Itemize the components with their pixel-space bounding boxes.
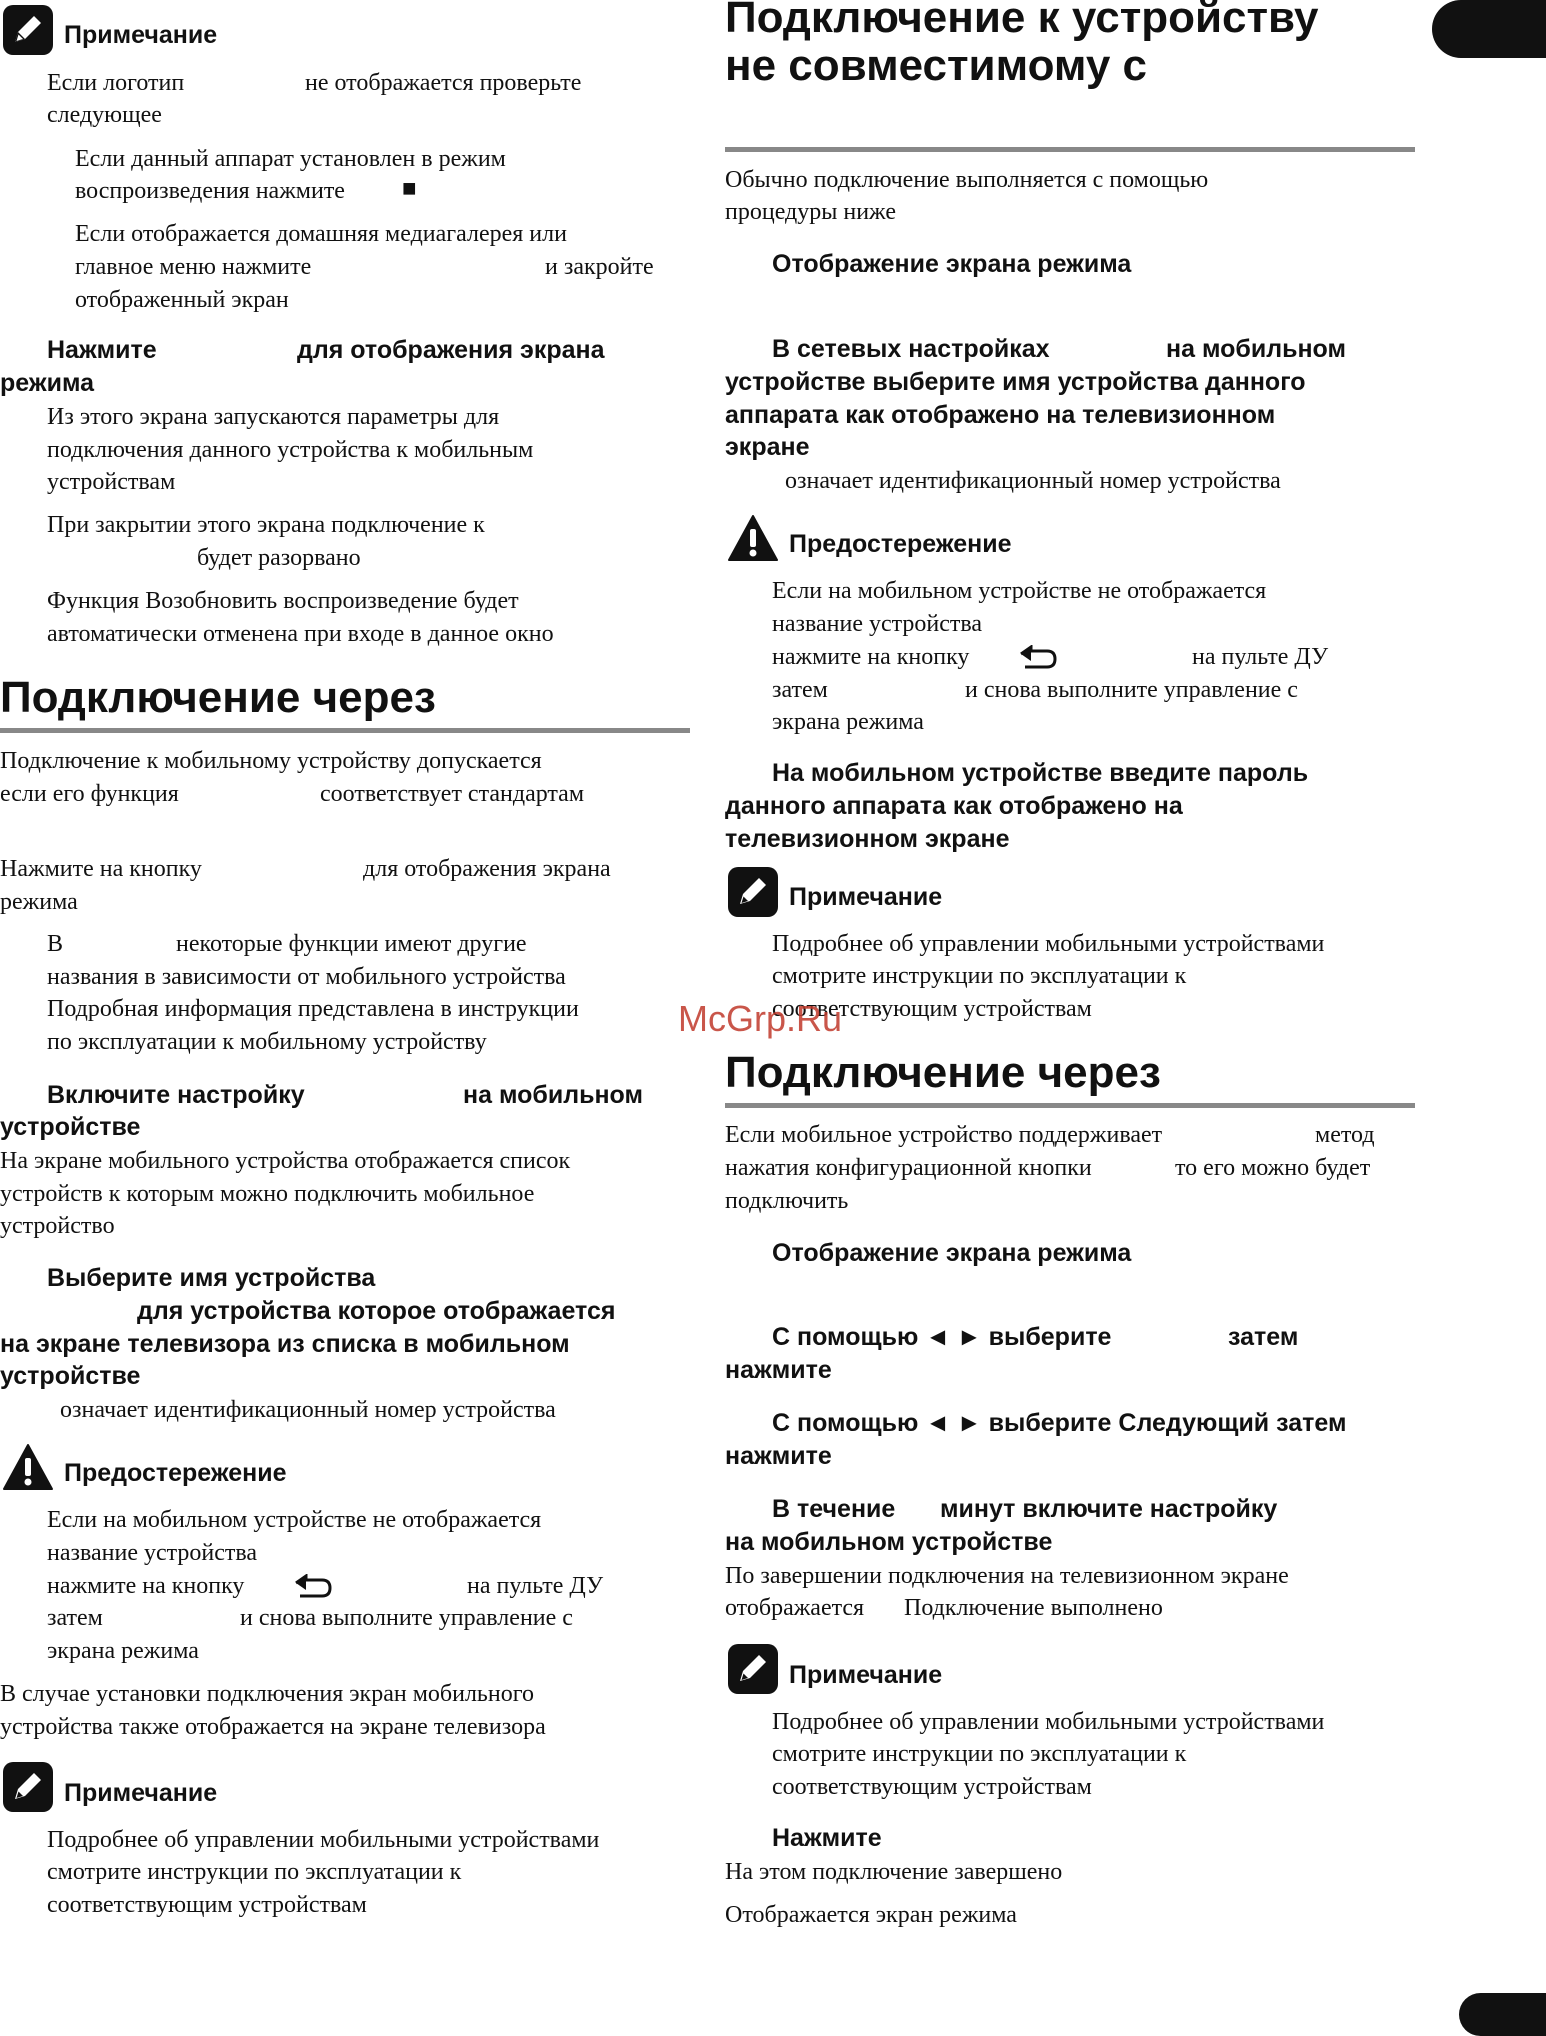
step-heading: В течение: [772, 1495, 896, 1523]
step-heading: Нажмите: [772, 1824, 882, 1852]
body-text: В случае установки подключения экран мобильного: [0, 1681, 534, 1707]
note-text: Если отображается домашняя медиагалерея или: [75, 221, 567, 247]
stop-icon: ■: [402, 176, 417, 202]
note-text: не отображается проверьте: [305, 70, 582, 96]
step-heading: В сетевых настройках: [772, 335, 1050, 363]
step-heading: Нажмите: [47, 336, 157, 364]
step-heading: На мобильном устройстве введите пароль: [772, 759, 1309, 787]
body-text: устройств к которым можно подключить мобильное: [0, 1181, 535, 1207]
body-text: означает идентификационный номер устройства: [785, 468, 1281, 494]
body-text: метод: [1315, 1122, 1375, 1148]
note-text: соответствующим устройствам: [772, 996, 1092, 1022]
page-tab-top: [1432, 0, 1546, 58]
note-text: отображенный экран: [75, 287, 289, 313]
body-text: то его можно будет: [1175, 1155, 1371, 1181]
body-text: Подключение выполнено: [904, 1595, 1163, 1621]
note-text: смотрите инструкции по эксплуатации к: [772, 963, 1187, 989]
return-icon: [1017, 645, 1059, 671]
page-title: не совместимому с: [725, 41, 1147, 90]
warning-icon: [2, 1443, 54, 1491]
section-rule: [725, 147, 1415, 152]
note-icon: [727, 866, 779, 918]
body-text: В: [47, 931, 64, 957]
section-title: Подключение через: [0, 673, 436, 722]
caution-text: название устройства: [47, 1540, 258, 1566]
step-heading: затем: [1228, 1323, 1299, 1351]
note-title: Примечание: [789, 883, 943, 911]
step-heading: нажмите: [725, 1442, 832, 1470]
section-rule: [0, 728, 690, 733]
caution-text: затем: [47, 1605, 103, 1631]
note-icon: [727, 1643, 779, 1695]
caution-text: и снова выполните управление с: [965, 677, 1298, 703]
body-text: некоторые функции имеют другие: [176, 931, 527, 957]
step-heading: С помощью ◄ ► выберите: [772, 1323, 1112, 1351]
body-text: названия в зависимости от мобильного устройства: [47, 964, 566, 990]
step-heading: режима: [0, 369, 95, 397]
note-title: Примечание: [789, 1661, 943, 1689]
note-text: соответствующим устройствам: [47, 1892, 367, 1918]
step-heading: на экране телевизора из списка в мобильном: [0, 1330, 570, 1358]
page-number-tab: [1459, 1993, 1546, 2036]
note-text: соответствующим устройствам: [772, 1774, 1092, 1800]
body-text: для отображения экрана: [363, 856, 611, 882]
step-heading: устройстве: [0, 1113, 141, 1141]
caution-text: на пульте ДУ: [467, 1573, 604, 1599]
step-heading: для отображения экрана: [297, 336, 605, 364]
body-text: По завершении подключения на телевизионном экране: [725, 1563, 1289, 1589]
body-text: устройствам: [47, 469, 176, 495]
warning-icon: [727, 514, 779, 562]
step-heading: Отображение экрана режима: [772, 250, 1132, 278]
step-heading: устройстве: [0, 1362, 141, 1390]
body-text: Из этого экрана запускаются параметры для: [47, 404, 500, 430]
body-text: устройства также отображается на экране телевизора: [0, 1714, 546, 1740]
caution-text: на пульте ДУ: [1192, 644, 1329, 670]
caution-text: нажмите на кнопку: [47, 1573, 245, 1599]
caution-title: Предостережение: [64, 1459, 287, 1487]
caution-text: и снова выполните управление с: [240, 1605, 573, 1631]
body-text: режима: [0, 889, 78, 915]
caution-text: экрана режима: [47, 1638, 199, 1664]
step-heading: телевизионном экране: [725, 825, 1010, 853]
step-heading: С помощью ◄ ► выберите Следующий затем: [772, 1409, 1347, 1437]
body-text: На этом подключение завершено: [725, 1859, 1063, 1885]
body-text: Если мобильное устройство поддерживает: [725, 1122, 1163, 1148]
body-text: отображается: [725, 1595, 865, 1621]
note-text: воспроизведения нажмите: [75, 178, 345, 204]
note-text: Если логотип: [47, 70, 185, 96]
body-text: означает идентификационный номер устройства: [60, 1397, 556, 1423]
step-heading: Включите настройку: [47, 1081, 305, 1109]
step-heading: аппарата как отображено на телевизионном: [725, 401, 1276, 429]
body-text: Отображается экран режима: [725, 1902, 1017, 1928]
note-title: Примечание: [64, 1779, 218, 1807]
note-text: Подробнее об управлении мобильными устройствами: [47, 1827, 600, 1853]
body-text: нажатия конфигурационной кнопки: [725, 1155, 1092, 1181]
step-heading: на мобильном: [1166, 335, 1346, 363]
body-text: подключить: [725, 1188, 849, 1214]
note-text: главное меню нажмите: [75, 254, 312, 280]
body-text: автоматически отменена при входе в данное окно: [47, 621, 554, 647]
note-text: и закройте: [545, 254, 654, 280]
body-text: процедуры ниже: [725, 199, 896, 225]
body-text: по эксплуатации к мобильному устройству: [47, 1029, 487, 1055]
return-icon: [292, 1574, 334, 1600]
step-heading: для устройства которое отображается: [137, 1297, 616, 1325]
caution-text: экрана режима: [772, 709, 924, 735]
note-icon: [2, 4, 54, 56]
body-text: подключения данного устройства к мобильным: [47, 437, 534, 463]
body-text: Подробная информация представлена в инструкции: [47, 996, 579, 1022]
step-heading: экране: [725, 433, 810, 461]
caution-text: название устройства: [772, 611, 983, 637]
step-heading: на мобильном устройстве: [725, 1528, 1053, 1556]
note-title: Примечание: [64, 21, 218, 49]
body-text: Обычно подключение выполняется с помощью: [725, 167, 1209, 193]
body-text: будет разорвано: [197, 545, 361, 571]
caution-text: Если на мобильном устройстве не отображается: [47, 1507, 542, 1533]
note-text: следующее: [47, 102, 162, 128]
body-text: Функция Возобновить воспроизведение будет: [47, 588, 519, 614]
step-heading: данного аппарата как отображено на: [725, 792, 1183, 820]
step-heading: на мобильном: [463, 1081, 643, 1109]
section-rule: [725, 1103, 1415, 1108]
body-text: соответствует стандартам: [320, 781, 585, 807]
note-text: смотрите инструкции по эксплуатации к: [772, 1741, 1187, 1767]
step-heading: Отображение экрана режима: [772, 1239, 1132, 1267]
caution-text: Если на мобильном устройстве не отображается: [772, 578, 1267, 604]
body-text: Нажмите на кнопку: [0, 856, 202, 882]
step-heading: минут включите настройку: [940, 1495, 1278, 1523]
caution-title: Предостережение: [789, 530, 1012, 558]
section-title: Подключение через: [725, 1048, 1161, 1097]
body-text: если его функция: [0, 781, 179, 807]
note-icon: [2, 1761, 54, 1813]
caution-text: затем: [772, 677, 828, 703]
note-text: смотрите инструкции по эксплуатации к: [47, 1859, 462, 1885]
step-heading: устройстве выберите имя устройства данного: [725, 368, 1306, 396]
page-title: Подключение к устройству: [725, 0, 1319, 42]
body-text: На экране мобильного устройства отображается список: [0, 1148, 571, 1174]
body-text: При закрытии этого экрана подключение к: [47, 512, 485, 538]
note-text: Если данный аппарат установлен в режим: [75, 146, 506, 172]
body-text: Подключение к мобильному устройству допускается: [0, 748, 542, 774]
note-text: Подробнее об управлении мобильными устройствами: [772, 1709, 1325, 1735]
step-heading: Выберите имя устройства: [47, 1264, 376, 1292]
note-text: Подробнее об управлении мобильными устройствами: [772, 931, 1325, 957]
body-text: устройство: [0, 1213, 115, 1239]
watermark: McGrp.Ru: [678, 998, 843, 1039]
step-heading: нажмите: [725, 1356, 832, 1384]
caution-text: нажмите на кнопку: [772, 644, 970, 670]
